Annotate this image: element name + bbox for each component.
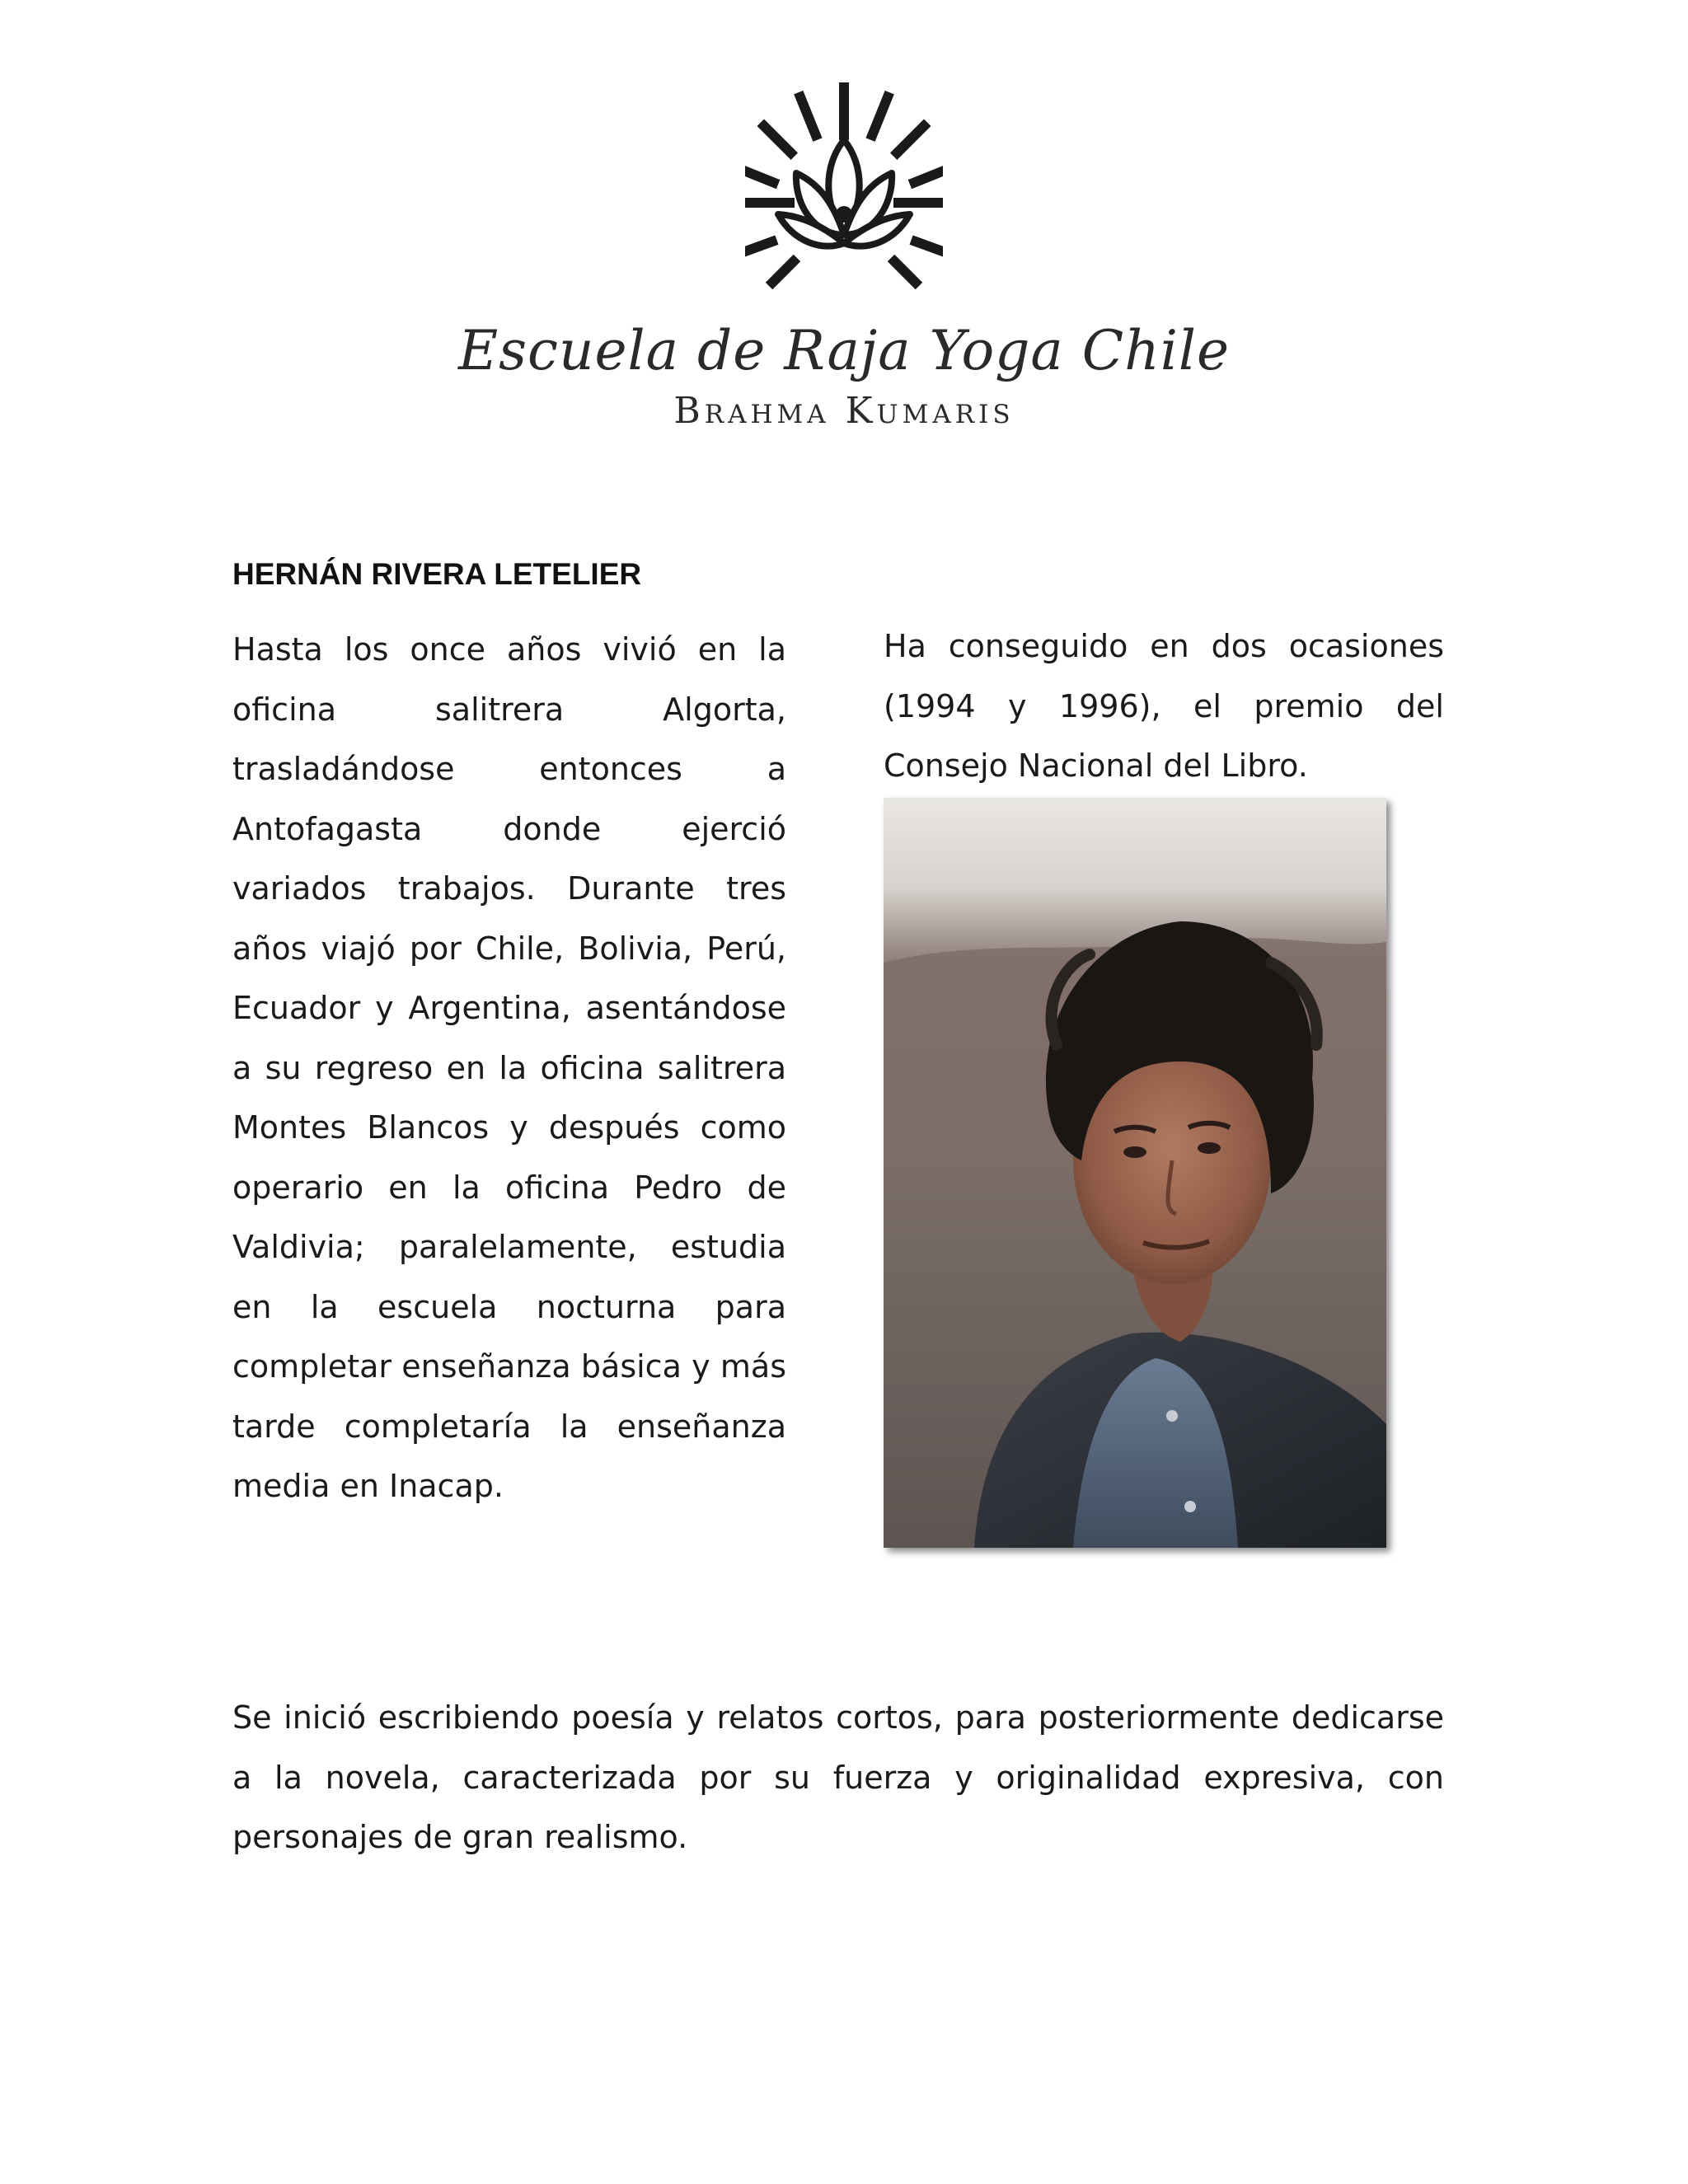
article-heading: HERNÁN RIVERA LETELIER <box>232 557 642 591</box>
bottom-section <box>232 1688 1444 1868</box>
organization-subtitle: Brahma Kumaris <box>673 389 1015 432</box>
logo <box>0 82 1688 431</box>
left-column <box>232 620 786 1516</box>
right-paragraph: Ha conseguido en dos ocasiones (1994 y 1996), el premio del Consejo Nacional del Libro. <box>884 628 1444 784</box>
organization-title: Escuela de Raja Yoga Chile <box>457 319 1231 382</box>
lotus-sunburst-icon <box>745 82 943 297</box>
author-portrait-photo <box>884 798 1386 1548</box>
bottom-paragraph: Se inició escribiendo poesía y relatos cortos, para posteriormente dedicarse a la novela, caracterizada por su fuerza y originalidad expresiva, con personajes de gran realismo. <box>232 1699 1444 1855</box>
left-paragraph: Hasta los once años vivió en la oficina salitrera Algorta, trasladándose entonces a Antofagasta donde ejerció variados trabajos. Durante tres años viajó por Chile, Bolivia, Perú, Ecuador y Argentina, asentándose a su regreso en la oficina salitrera Montes Blancos y después como operario en la oficina Pedro de Valdivia; paralelamente, estudia en la escuela nocturna para completar enseñanza básica y más tarde completaría la enseñanza media en Inacap. <box>232 631 786 1504</box>
right-column <box>884 616 1444 796</box>
